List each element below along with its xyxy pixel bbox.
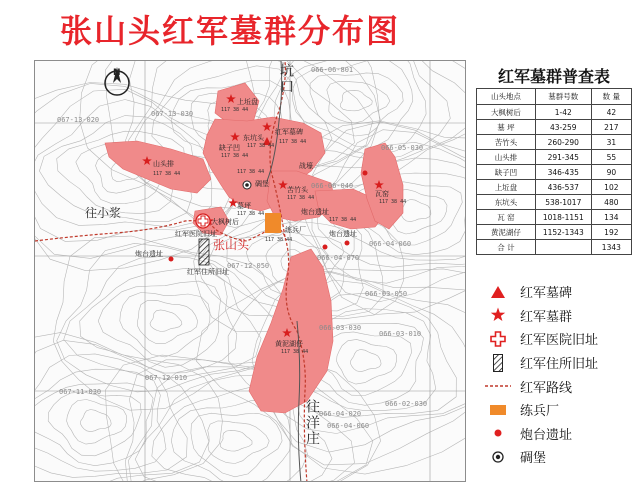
- contour-line: [138, 300, 198, 343]
- label-muping: 墓坪: [237, 202, 251, 210]
- contour-line: [327, 82, 390, 123]
- label-zhanhao: 战壕: [299, 162, 313, 170]
- table-cell: 102: [591, 180, 631, 195]
- contour-line: [337, 339, 397, 384]
- contour-line: [340, 90, 372, 110]
- label-hongjunmubei: 红军墓碑: [275, 128, 303, 136]
- table-cell: 1018-1151: [535, 210, 591, 225]
- contour-line: [171, 400, 291, 482]
- grave-number-block: 117 38 44: [287, 195, 315, 201]
- table-cell: 291-345: [535, 150, 591, 165]
- table-cell: 苦竹头: [477, 135, 536, 150]
- contour-line: [64, 256, 261, 378]
- grave-number-block: 117 38 44: [329, 217, 357, 223]
- label-paotai-2: 炮台遗址: [329, 230, 357, 238]
- table-cell: 55: [591, 150, 631, 165]
- red-dot-icon: [484, 429, 512, 437]
- label-quezikou: 缺子凹: [219, 144, 240, 152]
- residence-marker: [199, 239, 209, 265]
- table-header: 数 量: [591, 89, 631, 105]
- survey-table: [476, 88, 632, 255]
- north-label: N: [113, 68, 121, 78]
- grid-label: 066-03-050: [365, 290, 408, 298]
- legend-item: [484, 304, 634, 328]
- table-cell: 黄泥湖仔: [477, 225, 536, 240]
- table-cell: 90: [591, 165, 631, 180]
- table-cell: 东坑头: [477, 195, 536, 210]
- label-shantoupai: 山头排: [153, 160, 174, 168]
- hospital-cross-icon: [484, 331, 512, 347]
- label-kengkou: 坑口: [278, 63, 294, 95]
- grave-number-block: 117 38 44: [265, 237, 293, 243]
- triangle-icon: [484, 286, 512, 298]
- table-cell: 260-290: [535, 135, 591, 150]
- grid-label: 066-04-020: [319, 410, 362, 418]
- grave-number-block: 117 38 44: [237, 211, 265, 217]
- contour-line: [220, 430, 252, 451]
- table-row: [477, 105, 632, 120]
- legend-label: 红军路线: [520, 380, 573, 396]
- contour-line: [80, 268, 237, 373]
- table-total-row: [477, 240, 632, 255]
- star-icon: [484, 307, 512, 323]
- label-wangxiaojiang: 往小浆: [85, 206, 122, 220]
- grid-label: 067-13-030: [151, 110, 194, 118]
- legend-label: 碉堡: [520, 451, 547, 467]
- grid-label: 066-03-030: [319, 324, 362, 332]
- table-row: [477, 225, 632, 240]
- grid-label: 066-03-010: [379, 330, 422, 338]
- grid-label: 066-06-040: [311, 182, 354, 190]
- table-row: [477, 150, 632, 165]
- table-cell: 大枫树后: [477, 105, 536, 120]
- grave-number-block: 117 38 44: [221, 153, 249, 159]
- table-row: [477, 165, 632, 180]
- label-dongkengtou: 东坑头: [243, 134, 264, 142]
- grave-number-block: 117 38 44: [153, 171, 181, 177]
- dashed-route-icon: [484, 384, 512, 388]
- table-row: [477, 135, 632, 150]
- table-cell: 43-259: [535, 120, 591, 135]
- label-paotai-3: 炮台遗址: [135, 250, 163, 258]
- grid-label: 066-06-801: [311, 66, 354, 74]
- table-cell: 31: [591, 135, 631, 150]
- grid-label: 066-02-030: [385, 400, 428, 408]
- bunker-icon: [243, 181, 251, 189]
- hatched-rect-icon: [484, 354, 512, 372]
- table-cell: 1152-1343: [535, 225, 591, 240]
- table-row: [477, 195, 632, 210]
- orange-rect-icon: [484, 405, 512, 415]
- table-cell: 1343: [591, 240, 631, 255]
- table-cell: 山头排: [477, 150, 536, 165]
- grid-label: 067-13-020: [57, 116, 100, 124]
- table-cell: 合 计: [477, 240, 536, 255]
- red-dot-icon: [323, 245, 328, 250]
- legend-item: [484, 327, 634, 351]
- grave-number-block: 117 38 44: [247, 143, 275, 149]
- table-cell: 墓 坪: [477, 120, 536, 135]
- table-cell: 42: [591, 105, 631, 120]
- legend-label: 红军医院旧址: [520, 333, 599, 349]
- topographic-map: [35, 61, 466, 482]
- legend-label: 红军墓碑: [520, 286, 573, 302]
- legend-item: [484, 445, 634, 469]
- contour-line: [150, 310, 182, 332]
- label-kuzhutou: 苦竹头: [287, 186, 308, 194]
- label-huangnitang: 黄泥湖仔: [275, 340, 303, 348]
- label-dafengshu: 大枫树后: [211, 218, 239, 226]
- table-row: [477, 120, 632, 135]
- label-zhangshantou: 张山头: [213, 238, 250, 252]
- label-wayao: 瓦窑: [375, 190, 389, 198]
- legend-label: 红军墓群: [520, 309, 573, 325]
- label-diaobao: 碉堡: [255, 180, 269, 188]
- contour-line: [67, 400, 127, 445]
- label-residence: 红军住所旧址: [187, 268, 229, 276]
- map-legend: [484, 280, 634, 469]
- legend-item: [484, 351, 634, 375]
- legend-item: [484, 374, 634, 398]
- grave-number-block: 117 38 44: [379, 199, 407, 205]
- table-cell: [535, 240, 591, 255]
- table-cell: 217: [591, 120, 631, 135]
- page-title: 张山头红军墓群分布图: [59, 12, 400, 50]
- contour-line: [208, 421, 270, 464]
- label-hospital: 红军医院旧址: [175, 230, 217, 238]
- legend-item: [484, 398, 634, 422]
- grave-areas: [105, 83, 403, 413]
- grid-label: 066-04-060: [327, 422, 370, 430]
- grid-label: 067-11-030: [59, 388, 102, 396]
- grid-label: 067-12-050: [227, 262, 270, 270]
- red-dot-icon: [169, 257, 174, 262]
- legend-label: 练兵厂: [520, 404, 560, 420]
- table-cell: 480: [591, 195, 631, 210]
- label-lianbing: 练兵厂: [285, 226, 306, 234]
- table-header: 墓群号数: [535, 89, 591, 105]
- table-cell: 192: [591, 225, 631, 240]
- table-header: 山头地点: [477, 89, 536, 105]
- grid-label: 066-05-030: [381, 144, 424, 152]
- grave-number-block: 117 38 44: [281, 349, 309, 355]
- contour-line: [351, 349, 382, 371]
- table-cell: 缺子凹: [477, 165, 536, 180]
- table-cell: 134: [591, 210, 631, 225]
- label-wangyangzhuang: 往洋庄: [304, 399, 320, 447]
- legend-label: 红军住所旧址: [520, 357, 599, 373]
- legend-label: 炮台遗址: [520, 427, 573, 443]
- grid-label: 066-04-070: [317, 254, 360, 262]
- legend-item: [484, 422, 634, 446]
- label-paotai-1: 炮台遗址: [301, 208, 329, 216]
- table-row: [477, 180, 632, 195]
- label-shangyanpan: 上坵盘: [237, 98, 258, 106]
- legend-item: [484, 280, 634, 304]
- table-cell: 瓦 窑: [477, 210, 536, 225]
- table-cell: 346-435: [535, 165, 591, 180]
- table-cell: 1-42: [535, 105, 591, 120]
- table-title: 红军墓群普查表: [497, 67, 610, 86]
- grave-number-block: 117 38 44: [237, 169, 265, 175]
- table-cell: 上坵盘: [477, 180, 536, 195]
- hospital-cross-icon: [196, 214, 210, 228]
- grave-number-block: 117 38 44: [279, 139, 307, 145]
- contour-line: [98, 281, 220, 367]
- red-dot-icon: [363, 171, 368, 176]
- bunker-icon: [484, 451, 512, 463]
- table-cell: 436-537: [535, 180, 591, 195]
- table-row: [477, 210, 632, 225]
- drill-ground-marker: [265, 213, 281, 233]
- table-cell: 538-1017: [535, 195, 591, 210]
- map-panel[interactable]: [34, 60, 466, 482]
- grid-label: 067-12-010: [145, 374, 188, 382]
- red-dot-icon: [345, 241, 350, 246]
- table-header-row: [477, 89, 632, 105]
- grave-number-block: 117 38 44: [221, 107, 249, 113]
- grid-label: 066-04-060: [369, 240, 412, 248]
